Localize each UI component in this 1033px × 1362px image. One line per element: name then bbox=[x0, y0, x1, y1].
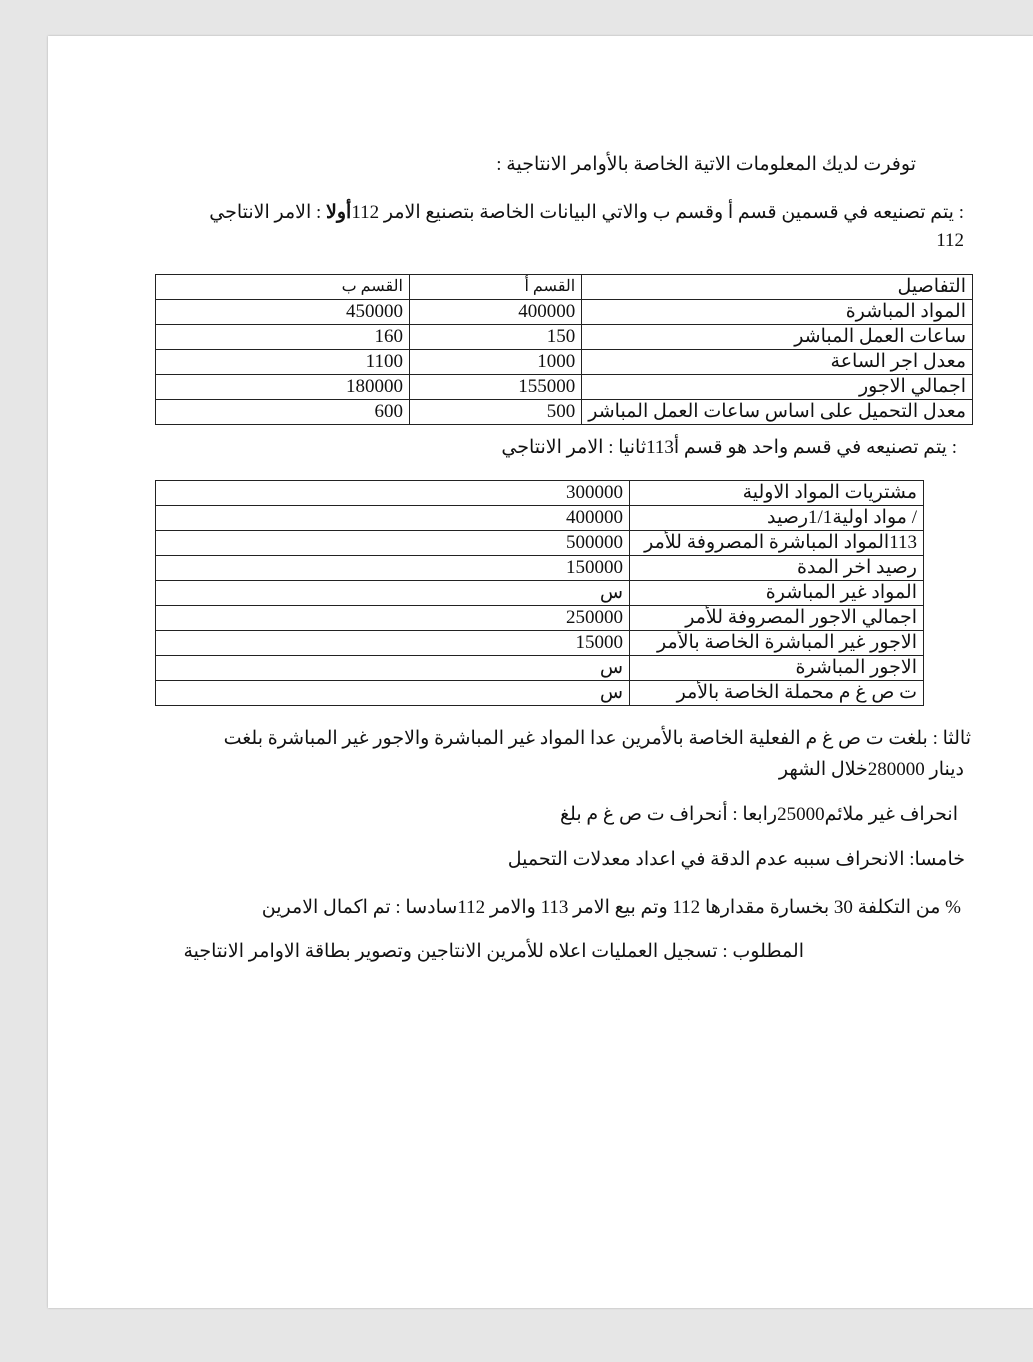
row-label: معدل التحميل على اساس ساعات العمل المباشر bbox=[582, 400, 973, 425]
table-row bbox=[156, 350, 973, 375]
row-value: 300000 bbox=[156, 481, 630, 506]
dept-a-value: 1000 bbox=[409, 350, 581, 375]
row-label: اجمالي الاجور bbox=[582, 375, 973, 400]
dept-a-value: 150 bbox=[409, 325, 581, 350]
row-label: المواد غير المباشرة bbox=[630, 581, 924, 606]
first-text-a: : يتم تصنيعه في قسمين قسم أ وقسم ب والاتي البيانات الخاصة بتصنيع الامر 112 bbox=[351, 202, 964, 223]
header-dept-a: القسم أ bbox=[409, 275, 581, 300]
required-paragraph: المطلوب : تسجيل العمليات اعلاه للأمرين الانتاجين وتصوير بطاقة الاوامر الانتاجية bbox=[183, 941, 804, 962]
fifth-paragraph: خامسا: الانحراف سببه عدم الدقة في اعداد معدلات التحميل bbox=[507, 849, 965, 870]
third-paragraph-line2: دينار 280000خلال الشهر bbox=[778, 759, 964, 780]
row-value: 250000 bbox=[156, 606, 630, 631]
first-text-b: : الامر الانتاجي bbox=[209, 202, 327, 223]
row-label: / مواد اولية1/1رصيد bbox=[630, 506, 924, 531]
table-row bbox=[156, 556, 924, 581]
table-row bbox=[156, 300, 973, 325]
header-dept-b: القسم ب bbox=[156, 275, 410, 300]
row-label: المواد المباشرة bbox=[582, 300, 973, 325]
row-label: الاجور المباشرة bbox=[630, 656, 924, 681]
table-row bbox=[156, 325, 973, 350]
table1-header-row bbox=[156, 275, 973, 300]
row-label: مشتريات المواد الاولية bbox=[630, 481, 924, 506]
dept-b-value: 160 bbox=[156, 325, 410, 350]
order-113-table bbox=[155, 480, 924, 706]
header-details: التفاصيل bbox=[582, 275, 973, 300]
table-row bbox=[156, 506, 924, 531]
row-value: س bbox=[156, 656, 630, 681]
row-value: س bbox=[156, 581, 630, 606]
table-row bbox=[156, 375, 973, 400]
row-value: 400000 bbox=[156, 506, 630, 531]
row-label: رصيد اخر المدة bbox=[630, 556, 924, 581]
row-label: 113المواد المباشرة المصروفة للأمر bbox=[630, 531, 924, 556]
dept-b-value: 180000 bbox=[156, 375, 410, 400]
row-value: 150000 bbox=[156, 556, 630, 581]
dept-a-value: 500 bbox=[409, 400, 581, 425]
sixth-paragraph: % من التكلفة 30 بخسارة مقدارها 112 وتم بيع الامر 113 والامر 112سادسا : تم اكمال الامرين bbox=[261, 897, 961, 918]
dept-b-value: 600 bbox=[156, 400, 410, 425]
row-value: س bbox=[156, 681, 630, 706]
table-row bbox=[156, 481, 924, 506]
table-row bbox=[156, 631, 924, 656]
intro-text: توفرت لديك المعلومات الاتية الخاصة بالأوامر الانتاجية : bbox=[496, 154, 916, 175]
table-row bbox=[156, 531, 924, 556]
row-value: 500000 bbox=[156, 531, 630, 556]
row-label: معدل اجر الساعة bbox=[582, 350, 973, 375]
row-value: 15000 bbox=[156, 631, 630, 656]
row-label: ت ص غ م محملة الخاصة بالأمر bbox=[630, 681, 924, 706]
first-bold: أولا bbox=[326, 202, 352, 223]
table-row bbox=[156, 400, 973, 425]
third-paragraph-line1: ثالثا : بلغت ت ص غ م الفعلية الخاصة بالأمرين عدا المواد غير المباشرة والاجور غير المباشرة بلغت bbox=[223, 728, 971, 749]
table-row bbox=[156, 681, 924, 706]
order-112-table bbox=[155, 274, 973, 425]
dept-a-value: 155000 bbox=[409, 375, 581, 400]
fourth-paragraph: انحراف غير ملائم25000رابعا : أنحراف ت ص غ م بلغ bbox=[559, 804, 958, 825]
table-row bbox=[156, 656, 924, 681]
document-page bbox=[48, 36, 1033, 1308]
table-row bbox=[156, 581, 924, 606]
dept-b-value: 450000 bbox=[156, 300, 410, 325]
second-order-heading: : يتم تصنيعه في قسم واحد هو قسم أ113ثانيا : الامر الانتاجي bbox=[501, 437, 957, 458]
row-label: اجمالي الاجور المصروفة للأمر bbox=[630, 606, 924, 631]
dept-b-value: 1100 bbox=[156, 350, 410, 375]
row-label: الاجور غير المباشرة الخاصة بالأمر bbox=[630, 631, 924, 656]
dept-a-value: 400000 bbox=[409, 300, 581, 325]
first-order-heading bbox=[209, 201, 964, 225]
table-row bbox=[156, 606, 924, 631]
row-label: ساعات العمل المباشر bbox=[582, 325, 973, 350]
first-order-number: 112 bbox=[936, 230, 964, 251]
